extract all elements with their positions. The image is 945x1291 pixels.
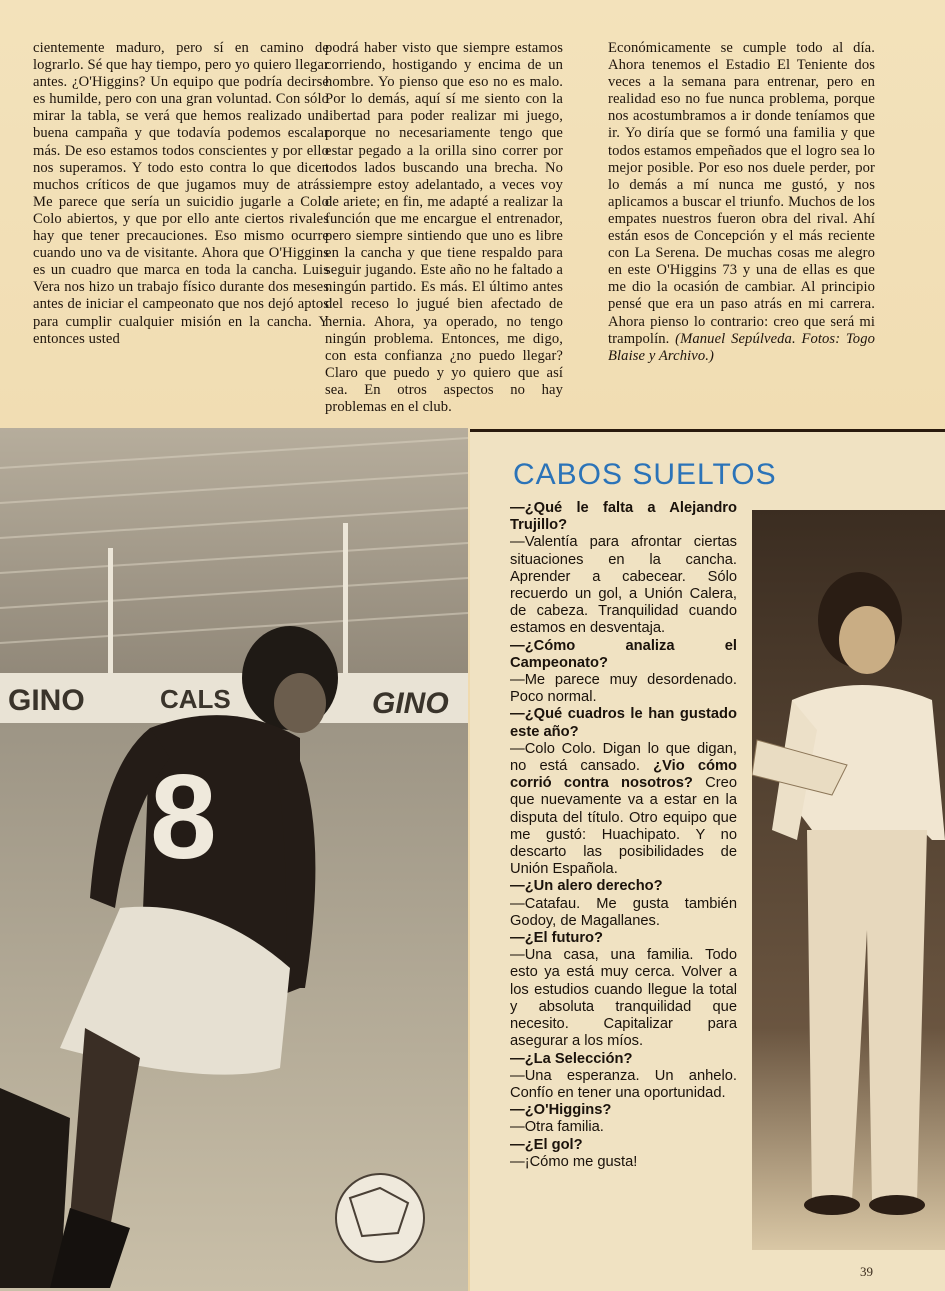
billboard-text: GINO — [372, 687, 449, 720]
qa-item: —¿El gol? —¡Cómo me gusta! — [510, 1136, 638, 1170]
page-number: 39 — [860, 1264, 873, 1279]
player-photo — [0, 428, 468, 1291]
article-text: cientemente maduro, pero sí en camino de lograrlo. Sé que hay tiempo, pero yo quiero llegar antes. ¿O'Higgins? Un equipo que podría decirse es humilde, pero con una gran voluntad. Con sólo mirar la tabla, se verá que hemos realizado una buena campaña y que todavía podemos escalar más. De eso estamos todos conscientes y por ello nos superamos. Y todo esto contra lo que dicen muchos críticos de que jugamos muy de atrás. Me parece que sería un suicidio jugarle a Colo Colo abiertos, y que por ello ante ciertos rivales hay que tener precauciones. Eso mismo ocurre cuando uno va de visitante. Ahora que O'Higgins es un cuadro que marca en toda la cancha. Luis Vera nos hizo un trabajo físico durante dos meses antes de iniciar el campeonato que nos dejó aptos para cumplir cualquier misión en la cancha. Y entonces usted — [33, 40, 329, 347]
qa-item: —¿O'Higgins? —Otra familia. — [510, 1102, 612, 1136]
portrait-photo — [752, 510, 945, 1250]
qa-item: —¿El futuro? —Una casa, una familia. Todo esto ya está muy cerca. Volver a los estudios cuando llegue la total y absoluta tranquilidad que necesito. Capitalizar para asegurar a los míos. — [510, 930, 737, 1050]
jersey-number: 8 — [150, 750, 217, 884]
article-column-3 — [608, 40, 875, 365]
article-text: Económicamente se cumple todo al día. Ahora tenemos el Estadio El Teniente dos veces a la semana para entrenar, pero en realidad eso no fue nunca problema, porque nos acostumbramos a ir donde teníamos que ir. Yo diría que se formó una familia y que todos estamos empeñados que el logro sea lo mejor posible. Por eso nos duele perder, por lo demás a mí nunca me gustó, y nos aplicamos a buscar el triunfo. Muchos de los empates nuestros fueron obra del rival. Ahí están esos de Concepción y el más reciente con La Serena. De muchas cosas me alegro en este O'Higgins 73 y una de ellas es que me dio la ocasión de cambiar. Al principio pensé que era un paso atrás en mi carrera. Ahora pienso lo contrario: creo que será mi trampolín. (Manuel Sepúlveda. Fotos: Togo Blaise y Archivo.) — [608, 40, 875, 364]
interview-qa — [492, 500, 737, 1171]
qa-item: —¿Cómo analiza el Campeonato? —Me parece muy desordenado. Poco normal. — [510, 637, 737, 706]
sidebar-title: CABOS SUELTOS — [513, 458, 777, 491]
qa-item: —¿La Selección? —Una esperanza. Un anhelo. Confío en tener una oportunidad. — [510, 1050, 737, 1101]
billboard-text: GINO — [8, 684, 85, 717]
billboard-text: CALS — [160, 684, 231, 714]
qa-item: —¿Un alero derecho? —Catafau. Me gusta también Godoy, de Magallanes. — [510, 878, 737, 929]
qa-item: —¿Qué cuadros le han gustado este año? —Colo Colo. Digan lo que digan, no está cansado. ¿Vio cómo corrió contra nosotros? Creo que nuevamente va a estar en la disputa del título. Otro equipo que me gustó: Huachipato. Y no descarto las posibilidades de Unión Española. — [510, 706, 737, 878]
qa-item: —¿Qué le falta a Alejandro Trujillo? —Valentía para afrontar ciertas situaciones en la cancha. Aprender a cabecear. Sólo recuerdo un gol, a Unión Calera, de cabeza. Tranquilidad cuando estamos en desventaja. — [510, 500, 737, 637]
article-column-2 — [325, 40, 563, 416]
article-text: podrá haber visto que siempre estamos corriendo, hostigando y encima de un hombre. Yo pienso que eso no es malo. Por lo demás, aquí sí me siento con la libertad para poder realizar mi juego, porque no necesariamente tengo que estar pegado a la orilla sino correr por todos lados buscando una brecha. No siempre estoy adelantado, a veces voy de ariete; en fin, me adapté a realizar la función que me encargue el entrenador, pero siempre sintiendo que uno es libre en la cancha y que tiene respaldo para seguir jugando. Este año no he faltado a ningún partido. Es más. El último antes del receso lo jugué bien afectado de hernia. Ahora, ya operado, no tengo ningún problema. Entonces, me digo, con esta confianza ¿no puedo llegar? Claro que puedo y yo quiero que así sea. En otros aspectos no hay problemas en el club. — [325, 40, 563, 415]
article-column-1 — [33, 40, 329, 348]
byline: (Manuel Sepúlveda. Fotos: Togo Blaise y Archivo.) — [608, 330, 875, 364]
